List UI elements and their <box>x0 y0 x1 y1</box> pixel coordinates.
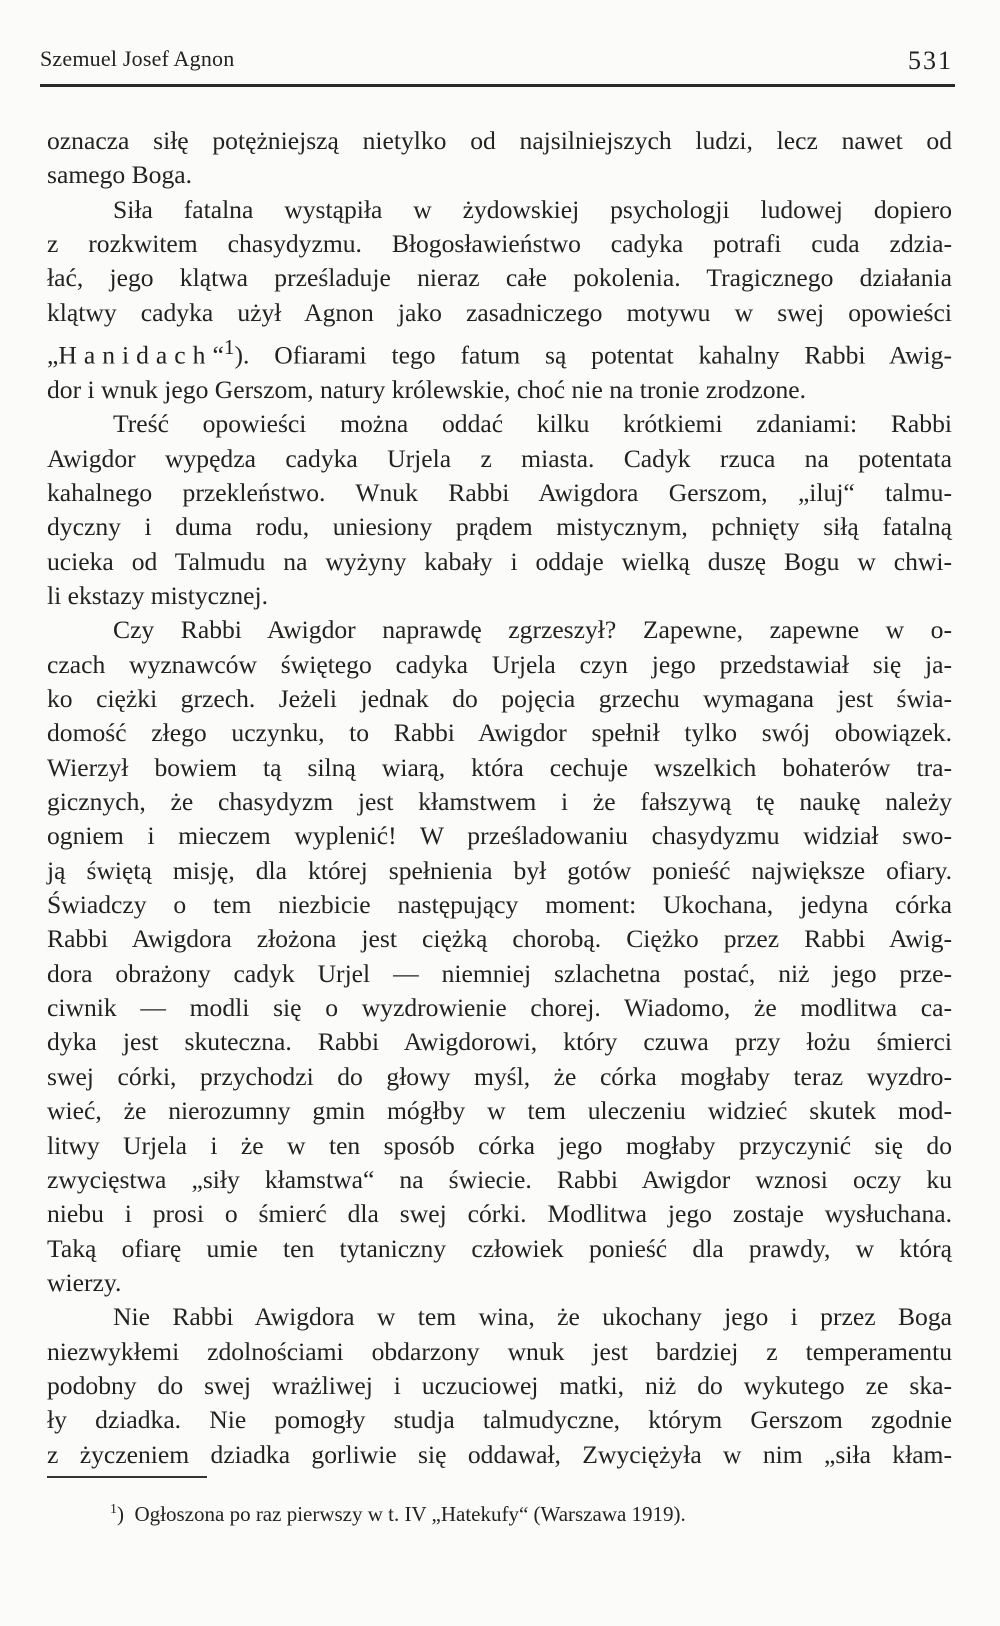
text-line: ko ciężki grzech. Jeżeli jednak do pojęcia grzechu wymagana jest świa- <box>47 684 952 714</box>
text-line: z życzeniem dziadka gorliwie się oddawał, Zwyciężyła w nim „siła kłam- <box>47 1439 952 1469</box>
quote-open: „ <box>47 340 59 370</box>
text-line: dyczny i duma rodu, uniesiony prądem mistycznym, pchnięty siłą fatalną <box>47 512 952 542</box>
text-line: ciwnik — modli się o wyzdrowienie chorej. Wiadomo, że modlitwa ca- <box>47 993 952 1023</box>
text-line-with-title <box>47 330 952 373</box>
text-line: ły dziadka. Nie pomogły studja talmudyczne, którym Gerszom zgodnie <box>47 1405 952 1435</box>
page-number: 531 <box>908 46 953 75</box>
paragraph <box>47 407 952 613</box>
text-line: Rabbi Awigdora złożona jest ciężką chorobą. Ciężko przez Rabbi Awig- <box>47 924 952 954</box>
text-line: ogniem i mieczem wyplenić! W prześladowaniu chasydyzmu widział swo- <box>47 821 952 851</box>
text-line: ją świętą misję, dla której spełnienia był gotów ponieść największe ofiary. <box>47 855 952 885</box>
text-line: podobny do swej wrażliwej i uczuciowej matki, niż do wykutego ze ska- <box>47 1370 952 1400</box>
text-line: gicznych, że chasydyzm jest kłamstwem i że fałszywą tę naukę należy <box>47 787 952 817</box>
paragraph <box>47 613 952 1300</box>
text-line: klątwy cadyka użył Agnon jako zasadniczego motywu w swej opowieści <box>47 297 952 327</box>
text-line: oznacza siłę potężniejszą nietylko od najsilniejszych ludzi, lecz nawet od <box>47 126 952 155</box>
text-line: Świadczy o tem niezbicie następujący moment: Ukochana, jedyna córka <box>47 890 952 920</box>
text-line: swej córki, przychodzi do głowy myśl, że córka mogłaby teraz wyzdro- <box>47 1061 952 1091</box>
header-rule <box>40 84 955 87</box>
text-line: niebu i prosi o śmierć dla swej córki. Modlitwa jego zostaje wysłuchana. <box>47 1199 952 1229</box>
text-line: niezwykłemi zdolnościami obdarzony wnuk jest bardziej z temperamentu <box>47 1336 952 1366</box>
text-line: dyka jest skuteczna. Rabbi Awigdorowi, który czuwa przy łożu śmierci <box>47 1027 952 1057</box>
text-line: wierzy. <box>47 1267 122 1297</box>
paragraph <box>47 193 952 408</box>
footnote <box>110 1496 930 1528</box>
text-line: dora obrażony cadyk Urjel — niemniej szlachetna postać, niż jego prze- <box>47 958 952 988</box>
text-line: Wierzył bowiem tą silną wiarą, która cechuje wszelkich bohaterów tra- <box>47 752 952 782</box>
text-line: domość złego uczynku, to Rabbi Awigdor spełnił tylko swój obowiązek. <box>47 718 952 748</box>
footnote-reference: 1 <box>223 335 235 360</box>
text-line: kahalnego przekleństwo. Wnuk Rabbi Awigdora Gerszom, „iluj“ talmu- <box>47 477 952 507</box>
text-line: Treść opowieści można oddać kilku krótkiemi zdaniami: Rabbi <box>113 409 952 439</box>
reference-close: ). <box>234 340 250 370</box>
running-head-author: Szemuel Josef Agnon <box>40 46 235 71</box>
text-line: Nie Rabbi Awigdora w tem wina, że ukochany jego i przez Boga <box>113 1302 952 1332</box>
paragraph <box>47 1300 952 1472</box>
text-line-rest: Ofiarami tego fatum są potentat kahalny Rabbi Awig- <box>274 340 952 370</box>
text-line: li ekstazy mistycznej. <box>47 581 269 610</box>
text-line: z rozkwitem chasydyzmu. Błogosławieństwo cadyka potrafi cuda zdzia- <box>47 229 952 259</box>
page-header <box>40 40 955 80</box>
text-line: Czy Rabbi Awigdor naprawdę zgrzeszył? Zapewne, zapewne w o- <box>113 615 952 645</box>
paragraph <box>47 124 952 193</box>
text-line: dor i wnuk jego Gerszom, natury królewskie, choć nie na tronie zrodzone. <box>47 374 807 404</box>
footnote-marker-close: ) <box>117 1502 124 1526</box>
text-line: samego Boga. <box>47 160 193 190</box>
text-line: zwycięstwa „siły kłamstwa“ na świecie. Rabbi Awigdor wznosi oczy ku <box>47 1164 952 1194</box>
text-line: Siła fatalna wystąpiła w żydowskiej psychologji ludowej dopiero <box>113 194 952 224</box>
body-text <box>47 124 952 1472</box>
footnote-marker: 1 <box>110 1502 117 1517</box>
text-line: litwy Urjela i że w ten sposób córka jego mogłaby przyczynić się do <box>47 1130 952 1160</box>
text-line: Awigdor wypędza cadyka Urjela z miasta. Cadyk rzuca na potentata <box>47 443 952 473</box>
text-line: wieć, że nierozumny gmin mógłby w tem uleczeniu widzieć skutek mod- <box>47 1096 952 1126</box>
footnote-text: Ogłoszona po raz pierwszy w t. IV „Hatekufy“ (Warszawa 1919). <box>134 1502 686 1526</box>
story-title: Hanidach <box>58 340 213 370</box>
footnote-rule <box>47 1476 207 1478</box>
text-line: łać, jego klątwa prześladuje nieraz całe pokolenia. Tragicznego działania <box>47 263 952 293</box>
text-line: czach wyznawców świętego cadyka Urjela czyn jego przedstawiał się ja- <box>47 649 952 679</box>
quote-close: “ <box>212 340 224 370</box>
text-line: Taką ofiarę umie ten tytaniczny człowiek ponieść dla prawdy, w którą <box>47 1233 952 1263</box>
text-line: ucieka od Talmudu na wyżyny kabały i oddaje wielką duszę Bogu w chwi- <box>47 546 952 576</box>
